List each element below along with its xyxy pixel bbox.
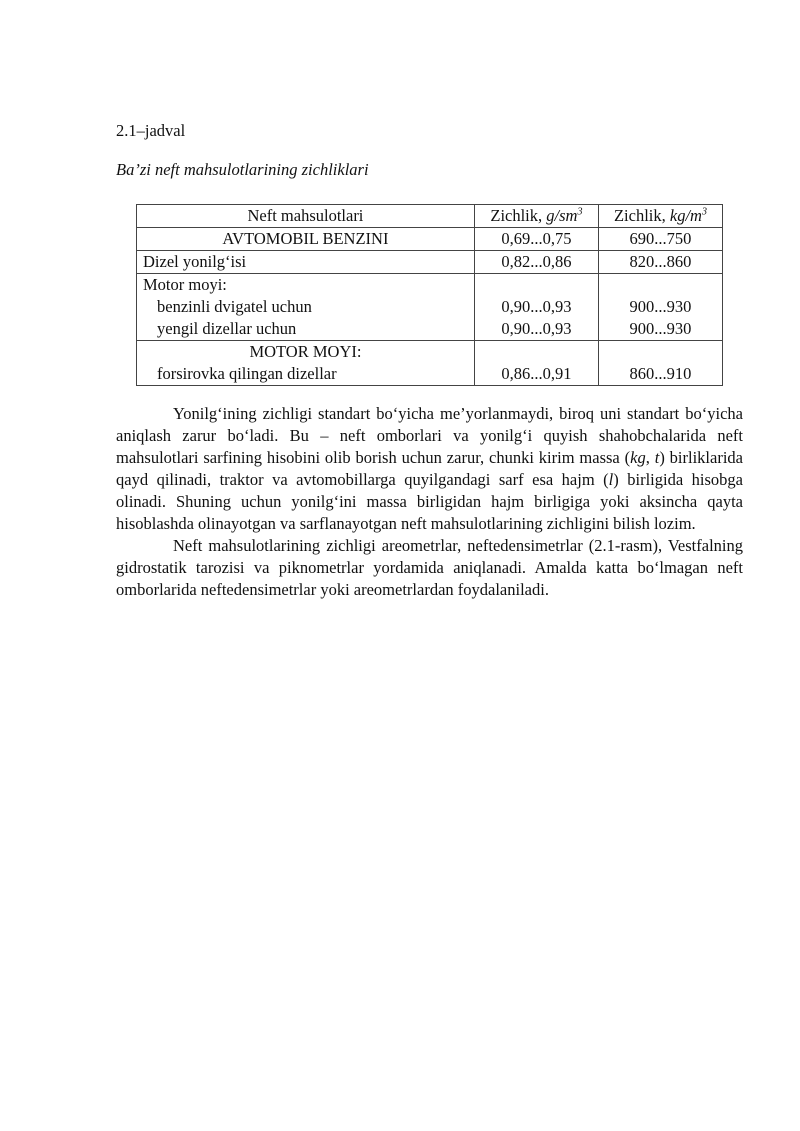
product-group-motor-oil [137,274,475,341]
density-kgm: 820...860 [598,251,722,274]
header-product: Neft mahsulotlari [137,205,475,228]
product-name: AVTOMOBIL BENZINI [137,228,475,251]
body-text [116,403,743,601]
density-gsm: 0,69...0,75 [474,228,598,251]
density-gsm: 0,90...0,93 [501,319,572,338]
table-row [137,251,723,274]
table-title: Ba’zi neft mahsulotlarining zichliklari [116,160,369,179]
density-gsm: 0,86...0,91 [501,364,572,383]
density-table [136,204,723,386]
table-row [137,274,723,341]
table-caption: 2.1–jadval [116,121,186,140]
density-kgm: 900...930 [629,319,692,338]
table-row [137,228,723,251]
density-gsm: 0,90...0,93 [501,297,572,316]
table-row [137,341,723,386]
product-name: Dizel yonilg‘isi [137,251,475,274]
paragraph: Neft mahsulotlarining zichligi areometrlar, neftedensimetrlar (2.1-rasm), Vestfalning gidrostatik tarozisi va piknometrlar yordamida aniqlanadi. Amalda katta bo‘lmagan neft omborlarida neftedensimetrlar yoki areometrlardan foydalaniladi. [116,536,743,599]
product-name: yengil dizellar uchun [157,319,297,338]
product-name: forsirovka qilingan dizellar [157,364,337,383]
density-kgm: 690...750 [598,228,722,251]
density-kgm: 900...930 [629,297,692,316]
table-header-row [137,205,723,228]
paragraph: Yonilg‘ining zichligi standart bo‘yicha me’yorlanmaydi, biroq uni standart bo‘yicha aniqlash zarur bo‘ladi. Bu – neft omborlari va yonilg‘i quyish shahobchalarida neft mahsulotlari sarfining hisobini olib borish uchun zarur, chunki kirim massa (kg, t) birliklarida qayd qilinadi, traktor va avtomobillarga quyilgandagi sarf esa hajm (l) birligida hisobga olinadi. Shuning uchun yonilg‘ini massa birligidan hajm birligiga yoki aksincha qayta hisoblashda olinayotgan va sarflanayotgan neft mahsulotlarining zichligini bilish lozim. [116,404,743,533]
group-heading: MOTOR MOYI: [249,342,362,361]
product-group-motor-oil-2 [137,341,475,386]
product-name: benzinli dvigatel uchun [157,297,312,316]
density-kgm: 860...910 [629,364,692,383]
header-density-gsm: Zichlik, $g/sm^3$ [474,205,598,228]
group-heading: Motor moyi: [143,275,227,294]
density-gsm: 0,82...0,86 [474,251,598,274]
header-density-kgm: Zichlik, $kg/m^3$ [598,205,722,228]
